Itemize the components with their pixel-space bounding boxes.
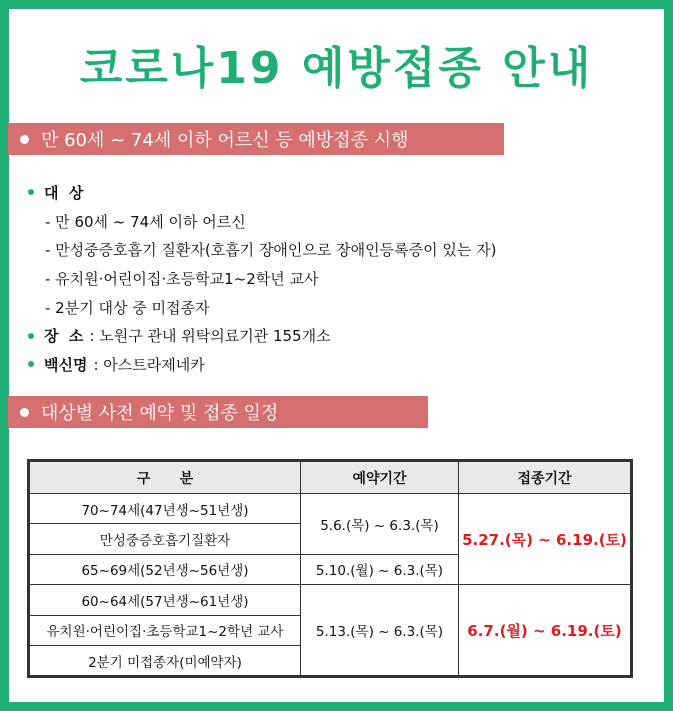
vaccine-value: : 아스트라제네카	[93, 355, 205, 374]
table-cell: 2분기 미접종자(미예약자)	[29, 645, 301, 676]
schedule-table	[27, 459, 633, 678]
table-header-row	[29, 461, 632, 494]
section-heading-text: 만 60세 ~ 74세 이하 어르신 등 예방접종 시행	[41, 130, 409, 151]
table-cell: 만성중증호흡기질환자	[29, 524, 301, 554]
bullet-icon	[28, 333, 34, 339]
bullet-dot-icon	[20, 408, 29, 417]
target-item: - 유치원·어린이집·초등학교1~2학년 교사	[45, 269, 319, 288]
table-cell: 60~64세(57년생~61년생)	[29, 585, 301, 615]
place-value: : 노원구 관내 위탁의료기관 155개소	[89, 327, 331, 346]
section-heading-schedule	[8, 396, 428, 428]
list-item	[28, 207, 496, 236]
target-label: 대 상	[44, 183, 84, 202]
reserve-period-cell: 5.13.(목) ~ 6.3.(목)	[301, 585, 459, 677]
list-item	[28, 293, 496, 322]
column-header: 예약기간	[301, 461, 459, 494]
place-label: 장 소	[44, 327, 84, 346]
vaccinate-period-cell: 5.27.(목) ~ 6.19.(토)	[459, 494, 632, 585]
list-item	[28, 264, 496, 293]
section-heading-text: 대상별 사전 예약 및 접종 일정	[41, 403, 279, 424]
list-item	[28, 178, 496, 207]
eligibility-list	[28, 178, 496, 379]
list-item	[28, 321, 496, 350]
list-item	[28, 235, 496, 264]
target-item: - 만성중증호흡기 질환자(호흡기 장애인으로 장애인등록증이 있는 자)	[45, 241, 497, 260]
reserve-period-cell: 5.10.(월) ~ 6.3.(목)	[301, 554, 459, 584]
target-item: - 2분기 대상 중 미접종자	[45, 298, 210, 317]
table-cell: 70~74세(47년생~51년생)	[29, 494, 301, 524]
bullet-dot-icon	[20, 135, 29, 144]
section-heading-eligibility	[8, 123, 504, 155]
page-title: 코로나19 예방접종 안내	[79, 43, 594, 94]
column-header: 접종기간	[459, 461, 632, 494]
vaccinate-period-cell: 6.7.(월) ~ 6.19.(토)	[459, 585, 632, 677]
bullet-icon	[28, 189, 34, 195]
vaccine-label: 백신명	[44, 355, 88, 374]
table-cell: 유치원·어린이집·초등학교1~2학년 교사	[29, 615, 301, 645]
table-row	[29, 494, 632, 524]
list-item	[28, 350, 496, 379]
column-header: 구 분	[29, 461, 301, 494]
reserve-period-cell: 5.6.(목) ~ 6.3.(목)	[301, 494, 459, 555]
table-row	[29, 585, 632, 615]
table-cell: 65~69세(52년생~56년생)	[29, 554, 301, 584]
target-item: - 만 60세 ~ 74세 이하 어르신	[45, 212, 246, 231]
bullet-icon	[28, 361, 34, 367]
